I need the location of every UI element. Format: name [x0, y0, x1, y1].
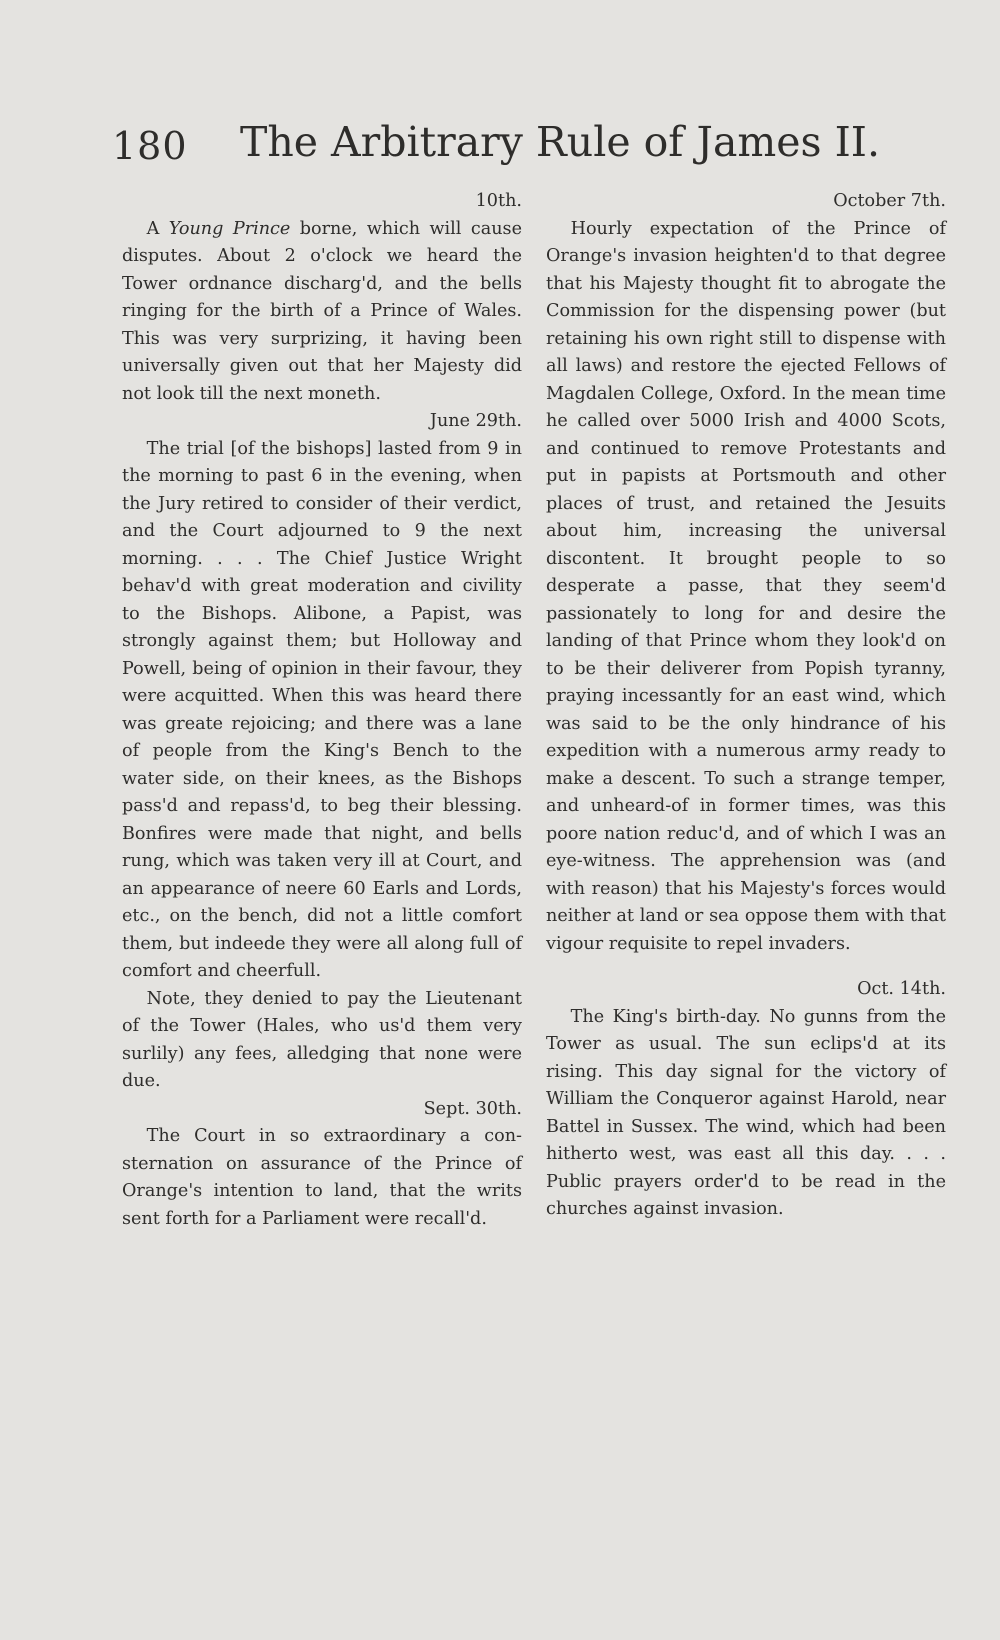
entry-text-lead: A [146, 218, 169, 239]
page-number: 180 [112, 124, 188, 168]
right-column [546, 188, 946, 1224]
entry-date: June 29th. [429, 411, 522, 431]
entry-text: Hourly expectation of the Prince of Orange's invasion heighten'd to that degree that his Majesty thought fit to abrogate the Commission for the dispensing power (but retaining his own right still to dispense with all laws) and restore the ejected Fellows of Magdalen College, Oxford. In the mean time he called over 5000 Irish and 4000 Scots, and continued to remove Protestants and put in papists at Portsmouth and other places of trust, and retained the Jesuits about him, increasing the universal discontent. It brought people to so desperate a passe, that they seem'd passionately to long for and desire the landing of that Prince whom they look'd on to be their deliverer from Popish tyranny, praying incessantly for an east wind, which was said to be the only hindrance of his expedition with a numerous army ready to make a descent. To such a strange temper, and unheard-of in former times, was this poore nation reduc'd, and of which I was an eye-witness. The apprehension was (and with reason) that his Majesty's forces would neither at land or sea oppose them with that vigour requisite to repel invaders. [546, 218, 946, 954]
entry-date: 10th. [475, 191, 522, 211]
entry-text-rest: borne, which will cause disputes. About 2 o'clock we heard the Tower ordnance discharg'd, and the bells ringing for the birth of a Prince of Wales. This was very surprizing, it having been universally given out that her Majesty did not look till the next moneth. [122, 218, 522, 404]
entry-date: October 7th. [833, 191, 946, 211]
entry-note: Note, they denied to pay the Lieutenant of the Tower (Hales, who us'd them very surlily) any fees, alledging that none were due. [122, 988, 522, 1091]
entry-date: Oct. 14th. [857, 979, 946, 999]
entry-italic-phrase: Young Prince [168, 218, 291, 239]
entry-text: The King's birth-day. No gunns from the Tower as usual. The sun eclips'd at its rising. This day signal for the victory of William the Conqueror against Harold, near Battel in Sussex. The wind, which had been hitherto west, was east all this day. . . . Public prayers order'd to be read in the churches against invasion. [546, 1006, 946, 1219]
left-column [122, 188, 522, 1233]
entry-date: Sept. 30th. [423, 1098, 522, 1119]
page-header [112, 118, 881, 178]
entry-text: The trial [of the bishops] lasted from 9 in the morning to past 6 in the evening, when the Jury retired to consider of their verdict, and the Court adjourned to 9 the next morning. . . . The Chief Justice Wright behav'd with great moderation and civility to the Bishops. Alibone, a Papist, was strongly against them; but Holloway and Powell, being of opinion in their favour, they were acquitted. When this was heard there was greate rejoicing; and there was a lane of people from the King's Bench to the water side, on their knees, as the Bishops pass'd and repass'd, to beg their blessing. Bonfires were made that night, and bells rung, which was taken very ill at Court, and an appearance of neere 60 Earls and Lords, etc., on the bench, did not a little comfort them, but indeede they were all along full of comfort and cheerfull. [122, 438, 522, 981]
running-title: The Arbitrary Rule of James II. [240, 118, 881, 166]
entry-text: The Court in so extraordinary a consternation on assurance of the Prince of Orange's intention to land, that the writs sent forth for a Parliament were recall'd. [122, 1126, 522, 1229]
entry-text [122, 216, 522, 409]
